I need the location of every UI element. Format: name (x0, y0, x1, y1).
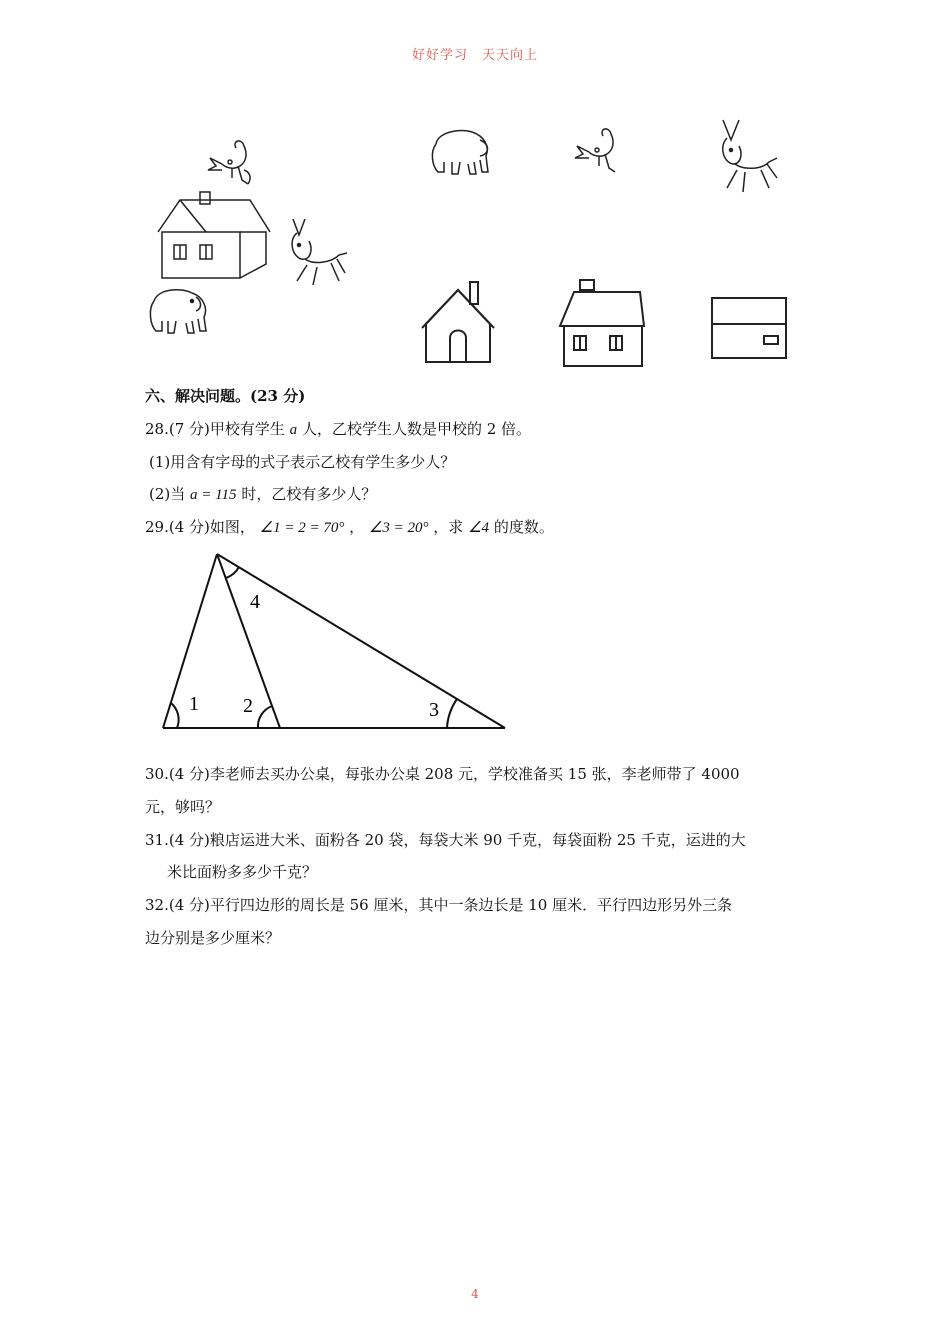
q29-post: 的度数。 (493, 518, 554, 536)
page-number: 4 (471, 1287, 479, 1301)
q30-line2: 元，够吗？ (145, 798, 221, 816)
triangle-right-side (217, 554, 505, 728)
question-28 (145, 419, 531, 440)
q32-line2: 边分别是多少厘米？ (145, 929, 281, 947)
elephant-icon (432, 131, 488, 175)
views-grid (420, 110, 800, 375)
angle-4-arc (226, 567, 239, 578)
house-front-view-icon (560, 280, 644, 366)
q28-sub2-post: 时，乙校有多少人？ (241, 485, 377, 503)
page-header: 好好学习 天天向上 (411, 48, 538, 63)
q28-sub2-math: a = 115 (190, 487, 237, 503)
question-29 (145, 517, 554, 538)
bird-icon (575, 129, 615, 172)
house-icon (158, 192, 270, 278)
q29-sep: ， (349, 518, 365, 536)
q29-cond2: ∠3 = 20° (368, 520, 429, 536)
section-title: 六、解决问题。(23 分) (145, 387, 306, 405)
elephant-icon (150, 290, 206, 333)
angle-3-label: 3 (429, 699, 439, 721)
donkey-icon (292, 219, 347, 285)
q28-sub2 (149, 484, 376, 505)
angle-4-label: 4 (250, 591, 260, 613)
q29-pre: 29.(4 分)如图， (145, 518, 255, 536)
angle-3-arc (447, 699, 457, 728)
q28-sub2-pre: (2)当 (149, 485, 186, 503)
house-side-view-icon (422, 282, 494, 362)
house-top-view-icon (712, 298, 786, 358)
angle-2-arc (258, 706, 272, 728)
donkey-icon (723, 120, 777, 192)
q28-sub1: (1)用含有字母的式子表示乙校有学生多少人？ (149, 453, 456, 471)
q31-line1: 31.(4 分)粮店运进大米、面粉各 20 袋，每袋大米 90 千克，每袋面粉 25 千克，运进的大 (145, 831, 746, 849)
q31-line2: 米比面粉多多少千克？ (167, 863, 318, 881)
angle-1-arc (171, 703, 179, 728)
angle-2-label: 2 (243, 695, 253, 717)
scene-illustration (140, 135, 360, 350)
q32-line1: 32.(4 分)平行四边形的周长是 56 厘米，其中一条边长是 10 厘米．平行四边形另外三条 (145, 896, 733, 914)
angle-1-label: 1 (189, 693, 199, 715)
q28-variable: a (289, 422, 298, 438)
q29-mid: ，求 (433, 518, 464, 536)
q28-post: 人，乙校学生人数是甲校的 2 倍。 (301, 420, 532, 438)
q29-cond1: ∠1 = 2 = 70° (259, 520, 345, 536)
q28-pre: 28.(7 分)甲校有学生 (145, 420, 285, 438)
triangle-figure (155, 548, 515, 738)
bird-icon (208, 141, 250, 184)
q29-target: ∠4 (468, 520, 490, 536)
q30-line1: 30.(4 分)李老师去买办公桌，每张办公桌 208 元，学校准备买 15 张，李老师带了 4000 (145, 765, 740, 783)
